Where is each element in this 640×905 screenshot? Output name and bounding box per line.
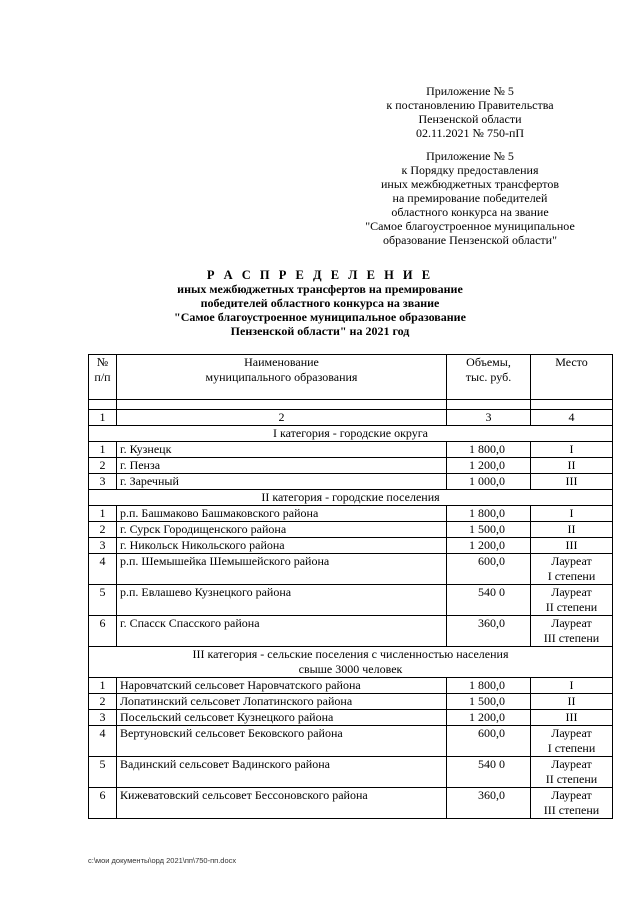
- category-title-line: I категория - городские округа: [273, 426, 428, 440]
- appendix-order-line: иных межбюджетных трансфертов: [380, 177, 560, 191]
- place-cell: [531, 474, 613, 490]
- table-header-row: [89, 355, 613, 400]
- table-row: [89, 694, 613, 710]
- table-row: [89, 458, 613, 474]
- place-line: Лауреат: [551, 757, 592, 771]
- place-line: I степени: [547, 569, 596, 583]
- header-num-line1: №: [96, 355, 109, 369]
- place-cell: [531, 788, 613, 819]
- municipality-name: г. Сурск Городищенского района: [117, 522, 447, 538]
- appendix-order-line: к Порядку предоставления: [401, 163, 539, 177]
- place-cell: [531, 757, 613, 788]
- place-cell: [531, 442, 613, 458]
- spacer-cell: [89, 400, 117, 410]
- place-cell: [531, 458, 613, 474]
- spacer-cell: [447, 400, 531, 410]
- place-cell: [531, 506, 613, 522]
- municipality-name: г. Кузнецк: [117, 442, 447, 458]
- category-row: [89, 490, 613, 506]
- amount-value: 600,0: [447, 726, 531, 757]
- header-name-line1: Наименование: [244, 355, 319, 369]
- municipality-name: г. Заречный: [117, 474, 447, 490]
- column-number: 1: [89, 410, 117, 426]
- row-number: 3: [89, 474, 117, 490]
- place-cell: [531, 616, 613, 647]
- appendix-order-line: образование Пензенской области": [383, 233, 557, 247]
- place-line: III степени: [543, 803, 600, 817]
- place-line: Лауреат: [551, 554, 592, 568]
- category-title: [89, 490, 613, 506]
- header-num: [89, 355, 117, 400]
- appendix-order-line: Приложение № 5: [426, 149, 514, 163]
- row-number: 5: [89, 757, 117, 788]
- distribution-table: [88, 354, 613, 819]
- municipality-name: Вертуновский сельсовет Бековского района: [117, 726, 447, 757]
- table-row: [89, 710, 613, 726]
- amount-value: 360,0: [447, 788, 531, 819]
- category-row: [89, 426, 613, 442]
- table-row: [89, 474, 613, 490]
- spacer-cell: [117, 400, 447, 410]
- row-number: 1: [89, 442, 117, 458]
- spacer-cell: [531, 400, 613, 410]
- column-number: 2: [117, 410, 447, 426]
- title-line: "Самое благоустроенное муниципальное образование: [174, 310, 466, 324]
- header-place-label: Место: [555, 355, 588, 369]
- title-line: победителей областного конкурса на звание: [200, 296, 440, 310]
- table-row: [89, 616, 613, 647]
- row-number: 1: [89, 506, 117, 522]
- title-line: Пензенской области" на 2021 год: [230, 324, 410, 338]
- place-cell: [531, 710, 613, 726]
- table-row: [89, 678, 613, 694]
- header-amount: [447, 355, 531, 400]
- municipality-name: г. Никольск Никольского района: [117, 538, 447, 554]
- amount-value: 1 200,0: [447, 710, 531, 726]
- place-line: Лауреат: [551, 585, 592, 599]
- municipality-name: р.п. Шемышейка Шемышейского района: [117, 554, 447, 585]
- place-line: I: [569, 506, 574, 520]
- place-line: II: [567, 522, 576, 536]
- appendix-decree-line: Приложение № 5: [426, 84, 514, 98]
- municipality-name: Посельский сельсовет Кузнецкого района: [117, 710, 447, 726]
- amount-value: 1 800,0: [447, 506, 531, 522]
- place-cell: [531, 554, 613, 585]
- table-row: [89, 726, 613, 757]
- row-number: 6: [89, 616, 117, 647]
- row-number: 3: [89, 710, 117, 726]
- document-title: [100, 268, 540, 338]
- place-line: Лауреат: [551, 726, 592, 740]
- amount-value: 1 800,0: [447, 442, 531, 458]
- table-row: [89, 506, 613, 522]
- municipality-name: р.п. Евлашево Кузнецкого района: [117, 585, 447, 616]
- place-line: I: [569, 678, 574, 692]
- row-number: 3: [89, 538, 117, 554]
- row-number: 2: [89, 694, 117, 710]
- column-number-row: [89, 410, 613, 426]
- amount-value: 1 200,0: [447, 538, 531, 554]
- appendix-decree-line: Пензенской области: [418, 112, 522, 126]
- table-row: [89, 554, 613, 585]
- place-line: II степени: [545, 772, 598, 786]
- amount-value: 540 0: [447, 585, 531, 616]
- category-title: [89, 426, 613, 442]
- appendix-decree-header: [360, 84, 580, 140]
- row-number: 2: [89, 458, 117, 474]
- category-row: [89, 647, 613, 678]
- header-name: [117, 355, 447, 400]
- appendix-order-line: на премирование победителей: [392, 191, 548, 205]
- header-amount-line1: Объемы,: [466, 355, 511, 369]
- row-number: 4: [89, 726, 117, 757]
- header-num-line2: п/п: [94, 370, 111, 384]
- place-cell: [531, 538, 613, 554]
- category-title-line: II категория - городские поселения: [261, 490, 440, 504]
- amount-value: 1 200,0: [447, 458, 531, 474]
- title-line: иных межбюджетных трансфертов на премирование: [177, 282, 463, 296]
- category-title: [89, 647, 613, 678]
- place-line: III степени: [543, 631, 600, 645]
- place-line: II: [567, 694, 576, 708]
- place-line: II: [567, 458, 576, 472]
- amount-value: 360,0: [447, 616, 531, 647]
- header-amount-line2: тыс. руб.: [465, 370, 512, 384]
- column-number: 4: [531, 410, 613, 426]
- place-line: Лауреат: [551, 616, 592, 630]
- table-row: [89, 757, 613, 788]
- municipality-name: Кижеватовский сельсовет Бессоновского района: [117, 788, 447, 819]
- table-row: [89, 585, 613, 616]
- place-line: Лауреат: [551, 788, 592, 802]
- file-path-footer: c:\мои документы\орд 2021\пп\750-пп.docx: [88, 856, 237, 865]
- amount-value: 600,0: [447, 554, 531, 585]
- title-heading: Р А С П Р Е Д Е Л Е Н И Е: [206, 268, 434, 282]
- spacer-row: [89, 400, 613, 410]
- appendix-decree-line: к постановлению Правительства: [386, 98, 554, 112]
- row-number: 1: [89, 678, 117, 694]
- place-line: III: [565, 474, 578, 488]
- header-place: [531, 355, 613, 400]
- amount-value: 1 500,0: [447, 694, 531, 710]
- place-cell: [531, 678, 613, 694]
- municipality-name: г. Пенза: [117, 458, 447, 474]
- place-line: III: [565, 710, 578, 724]
- amount-value: 1 000,0: [447, 474, 531, 490]
- amount-value: 540 0: [447, 757, 531, 788]
- category-title-line: свыше 3000 человек: [298, 662, 403, 676]
- place-cell: [531, 522, 613, 538]
- place-cell: [531, 585, 613, 616]
- municipality-name: Лопатинский сельсовет Лопатинского района: [117, 694, 447, 710]
- place-line: I: [569, 442, 574, 456]
- row-number: 2: [89, 522, 117, 538]
- row-number: 5: [89, 585, 117, 616]
- appendix-order-line: областного конкурса на звание: [391, 205, 549, 219]
- place-cell: [531, 694, 613, 710]
- appendix-decree-line: 02.11.2021 № 750-пП: [415, 126, 525, 140]
- row-number: 6: [89, 788, 117, 819]
- appendix-order-header: [360, 149, 580, 247]
- place-line: I степени: [547, 741, 596, 755]
- amount-value: 1 800,0: [447, 678, 531, 694]
- category-title-line: III категория - сельские поселения с численностью населения: [192, 647, 509, 661]
- municipality-name: Вадинский сельсовет Вадинского района: [117, 757, 447, 788]
- municipality-name: г. Спасск Спасского района: [117, 616, 447, 647]
- table-row: [89, 538, 613, 554]
- municipality-name: Наровчатский сельсовет Наровчатского района: [117, 678, 447, 694]
- place-line: III: [565, 538, 578, 552]
- municipality-name: р.п. Башмаково Башмаковского района: [117, 506, 447, 522]
- table-row: [89, 788, 613, 819]
- table-row: [89, 442, 613, 458]
- table-row: [89, 522, 613, 538]
- place-cell: [531, 726, 613, 757]
- row-number: 4: [89, 554, 117, 585]
- column-number: 3: [447, 410, 531, 426]
- appendix-order-line: "Самое благоустроенное муниципальное: [365, 219, 575, 233]
- place-line: II степени: [545, 600, 598, 614]
- amount-value: 1 500,0: [447, 522, 531, 538]
- header-name-line2: муниципального образования: [205, 370, 358, 384]
